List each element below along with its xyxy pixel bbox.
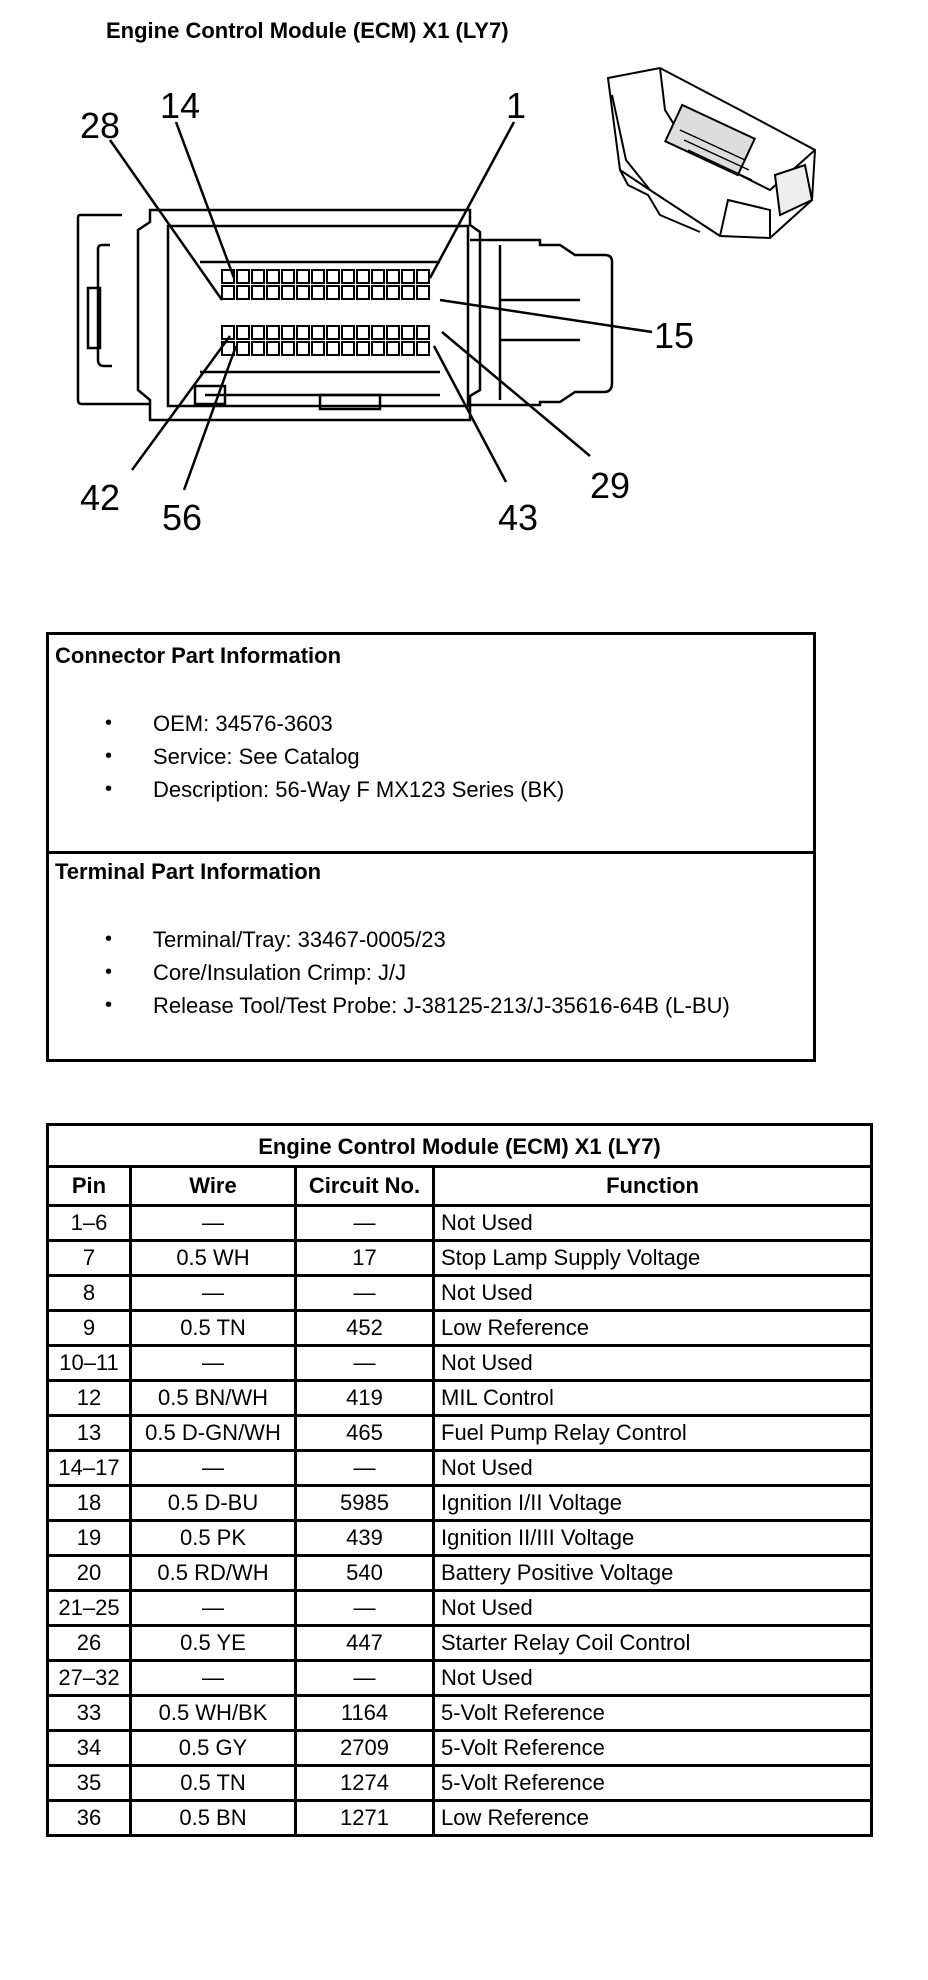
bullet-icon: • <box>105 778 113 800</box>
list-item: • Core/Insulation Crimp: J/J <box>105 956 730 989</box>
pin-cavity <box>297 286 309 299</box>
pin-cavity <box>402 326 414 339</box>
pin-cavity <box>417 326 429 339</box>
pin-cavity <box>402 286 414 299</box>
pin-cavity <box>222 286 234 299</box>
list-item: • Release Tool/Test Probe: J-38125-213/J-35616-64B (L-BU) <box>105 989 730 1022</box>
pin-cavity <box>252 342 264 355</box>
cell-pin: 36 <box>48 1801 131 1836</box>
pin-cavity <box>327 342 339 355</box>
cell-circuit: — <box>296 1591 434 1626</box>
bullet-icon: • <box>105 928 113 950</box>
cell-circuit: 439 <box>296 1521 434 1556</box>
cell-wire: 0.5 RD/WH <box>131 1556 296 1591</box>
connector-housing <box>138 210 480 420</box>
pin-cavity <box>267 342 279 355</box>
cell-function: Not Used <box>434 1451 872 1486</box>
callout-line-14 <box>176 122 234 278</box>
table-row <box>48 1626 872 1661</box>
cell-wire: — <box>131 1206 296 1241</box>
pin-cavity <box>357 270 369 283</box>
table-row <box>48 1801 872 1836</box>
connector-3d-view <box>608 68 815 238</box>
table-caption: Engine Control Module (ECM) X1 (LY7) <box>46 1123 873 1165</box>
cell-function: Low Reference <box>434 1311 872 1346</box>
cell-function: Starter Relay Coil Control <box>434 1626 872 1661</box>
pin-cavity <box>402 270 414 283</box>
pin-cavity <box>237 326 249 339</box>
cell-wire: 0.5 BN/WH <box>131 1381 296 1416</box>
cell-wire: — <box>131 1451 296 1486</box>
callout-line-56 <box>184 346 236 490</box>
cell-function: Not Used <box>434 1661 872 1696</box>
cell-wire: 0.5 GY <box>131 1731 296 1766</box>
pin-cavity <box>372 270 384 283</box>
pin-cavity <box>417 270 429 283</box>
cell-wire: 0.5 D-GN/WH <box>131 1416 296 1451</box>
cell-wire: 0.5 YE <box>131 1626 296 1661</box>
pin-cavity <box>267 286 279 299</box>
table-row <box>48 1276 872 1311</box>
bullet-icon: • <box>105 745 113 767</box>
pin-cavity <box>372 326 384 339</box>
pin-cavity <box>327 286 339 299</box>
cell-wire: 0.5 BN <box>131 1801 296 1836</box>
cell-wire: 0.5 PK <box>131 1521 296 1556</box>
column-header-function: Function <box>434 1167 872 1206</box>
cell-pin: 35 <box>48 1766 131 1801</box>
table-row <box>48 1766 872 1801</box>
cell-function: Not Used <box>434 1206 872 1241</box>
pin-cavity <box>357 342 369 355</box>
list-item: • Terminal/Tray: 33467-0005/23 <box>105 923 730 956</box>
pin-label-42: 42 <box>80 477 121 518</box>
cell-function: Fuel Pump Relay Control <box>434 1416 872 1451</box>
cell-function: MIL Control <box>434 1381 872 1416</box>
callout-line-1 <box>430 122 514 278</box>
cell-circuit: 17 <box>296 1241 434 1276</box>
pin-cavity <box>252 270 264 283</box>
cell-pin: 33 <box>48 1696 131 1731</box>
cell-circuit: — <box>296 1661 434 1696</box>
cell-circuit: 419 <box>296 1381 434 1416</box>
cell-pin: 9 <box>48 1311 131 1346</box>
cell-function: Ignition II/III Voltage <box>434 1521 872 1556</box>
cell-function: 5-Volt Reference <box>434 1766 872 1801</box>
cell-wire: — <box>131 1276 296 1311</box>
bullet-icon: • <box>105 961 113 983</box>
pin-label-15: 15 <box>654 315 695 356</box>
cell-pin: 20 <box>48 1556 131 1591</box>
cell-pin: 34 <box>48 1731 131 1766</box>
pin-cavity <box>312 286 324 299</box>
cell-pin: 12 <box>48 1381 131 1416</box>
pin-cavity <box>372 286 384 299</box>
pin-cavity <box>342 270 354 283</box>
cell-function: Not Used <box>434 1276 872 1311</box>
pin-cavity <box>387 270 399 283</box>
pin-cavities <box>222 270 429 355</box>
table-row <box>48 1486 872 1521</box>
cell-pin: 21–25 <box>48 1591 131 1626</box>
cell-circuit: 5985 <box>296 1486 434 1521</box>
cell-function: Low Reference <box>434 1801 872 1836</box>
cell-pin: 18 <box>48 1486 131 1521</box>
cell-circuit: 1274 <box>296 1766 434 1801</box>
pin-label-14: 14 <box>160 85 201 126</box>
pin-function-table <box>46 1123 873 1837</box>
cell-circuit: — <box>296 1346 434 1381</box>
cell-circuit: 465 <box>296 1416 434 1451</box>
table-row <box>48 1451 872 1486</box>
cell-function: Not Used <box>434 1346 872 1381</box>
bullet-icon: • <box>105 712 113 734</box>
pin-cavity <box>342 342 354 355</box>
pin-label-1: 1 <box>506 85 527 126</box>
pin-cavity <box>297 326 309 339</box>
cell-wire: 0.5 TN <box>131 1766 296 1801</box>
callout-line-29 <box>442 332 590 456</box>
pin-cavity <box>282 270 294 283</box>
pin-cavity <box>297 270 309 283</box>
cell-function: Stop Lamp Supply Voltage <box>434 1241 872 1276</box>
pin-cavity <box>312 326 324 339</box>
callout-lines <box>110 122 652 490</box>
terminal-info-list <box>105 923 730 1022</box>
pin-cavity <box>387 326 399 339</box>
cell-pin: 27–32 <box>48 1661 131 1696</box>
pin-cavity <box>327 270 339 283</box>
part-info-box <box>46 632 816 1062</box>
table-row <box>48 1521 872 1556</box>
cell-circuit: — <box>296 1206 434 1241</box>
cell-pin: 7 <box>48 1241 131 1276</box>
cell-function: 5-Volt Reference <box>434 1696 872 1731</box>
table-row <box>48 1661 872 1696</box>
pin-cavity <box>387 286 399 299</box>
cell-circuit: 2709 <box>296 1731 434 1766</box>
pin-cavity <box>297 342 309 355</box>
cell-wire: — <box>131 1591 296 1626</box>
list-item: • Description: 56-Way F MX123 Series (BK) <box>105 773 564 806</box>
pin-label-56: 56 <box>162 497 203 538</box>
bullet-icon: • <box>105 994 113 1016</box>
table-row <box>48 1206 872 1241</box>
table-row <box>48 1346 872 1381</box>
callout-line-43 <box>434 346 506 482</box>
pin-cavity <box>357 326 369 339</box>
pin-cavity <box>237 286 249 299</box>
cell-pin: 13 <box>48 1416 131 1451</box>
pin-cavity <box>417 342 429 355</box>
table-header-row <box>48 1167 872 1206</box>
connector-diagram <box>0 0 928 560</box>
cell-circuit: — <box>296 1451 434 1486</box>
pin-cavity <box>387 342 399 355</box>
cell-circuit: 447 <box>296 1626 434 1661</box>
cell-wire: — <box>131 1346 296 1381</box>
cell-pin: 19 <box>48 1521 131 1556</box>
table-row <box>48 1591 872 1626</box>
pin-cavity <box>252 286 264 299</box>
cell-circuit: 540 <box>296 1556 434 1591</box>
cell-circuit: 452 <box>296 1311 434 1346</box>
callout-line-15 <box>440 300 652 332</box>
pin-cavity <box>237 342 249 355</box>
terminal-info-heading: Terminal Part Information <box>55 859 322 884</box>
callout-line-28 <box>110 140 222 300</box>
table-row <box>48 1416 872 1451</box>
pin-cavity <box>372 342 384 355</box>
pin-cavity <box>282 286 294 299</box>
cell-pin: 26 <box>48 1626 131 1661</box>
page-title: Engine Control Module (ECM) X1 (LY7) <box>106 18 509 43</box>
pin-cavity <box>417 286 429 299</box>
cell-pin: 1–6 <box>48 1206 131 1241</box>
column-header-circuit: Circuit No. <box>296 1167 434 1206</box>
cell-function: Battery Positive Voltage <box>434 1556 872 1591</box>
cell-wire: — <box>131 1661 296 1696</box>
table-body <box>48 1206 872 1836</box>
cell-pin: 10–11 <box>48 1346 131 1381</box>
cell-circuit: 1271 <box>296 1801 434 1836</box>
cell-pin: 8 <box>48 1276 131 1311</box>
cell-circuit: 1164 <box>296 1696 434 1731</box>
pin-label-28: 28 <box>80 105 121 146</box>
pin-label-43: 43 <box>498 497 539 538</box>
terminal-part-info <box>49 851 813 1059</box>
list-item: • OEM: 34576-3603 <box>105 707 564 740</box>
pin-cavity <box>237 270 249 283</box>
pin-cavity <box>312 270 324 283</box>
cell-wire: 0.5 D-BU <box>131 1486 296 1521</box>
table-row <box>48 1696 872 1731</box>
pin-label-29: 29 <box>590 465 631 506</box>
pin-cavity <box>402 342 414 355</box>
pin-cavity <box>312 342 324 355</box>
column-header-pin: Pin <box>48 1167 131 1206</box>
connector-info-list <box>105 707 564 806</box>
table-row <box>48 1381 872 1416</box>
connector-info-heading: Connector Part Information <box>55 643 342 668</box>
list-item: • Service: See Catalog <box>105 740 564 773</box>
cell-function: Ignition I/II Voltage <box>434 1486 872 1521</box>
cell-function: Not Used <box>434 1591 872 1626</box>
column-header-wire: Wire <box>131 1167 296 1206</box>
connector-part-info <box>49 635 813 854</box>
cell-wire: 0.5 TN <box>131 1311 296 1346</box>
pin-cavity <box>282 326 294 339</box>
pin-cavity <box>327 326 339 339</box>
cell-wire: 0.5 WH/BK <box>131 1696 296 1731</box>
pin-cavity <box>267 270 279 283</box>
table-row <box>48 1556 872 1591</box>
cell-pin: 14–17 <box>48 1451 131 1486</box>
pin-cavity <box>252 326 264 339</box>
table-row <box>48 1311 872 1346</box>
cell-wire: 0.5 WH <box>131 1241 296 1276</box>
pin-cavity <box>267 326 279 339</box>
pin-cavity <box>357 286 369 299</box>
pin-cavity <box>342 286 354 299</box>
table-row <box>48 1241 872 1276</box>
cell-function: 5-Volt Reference <box>434 1731 872 1766</box>
table-row <box>48 1731 872 1766</box>
pin-cavity <box>342 326 354 339</box>
cell-circuit: — <box>296 1276 434 1311</box>
pin-cavity <box>282 342 294 355</box>
